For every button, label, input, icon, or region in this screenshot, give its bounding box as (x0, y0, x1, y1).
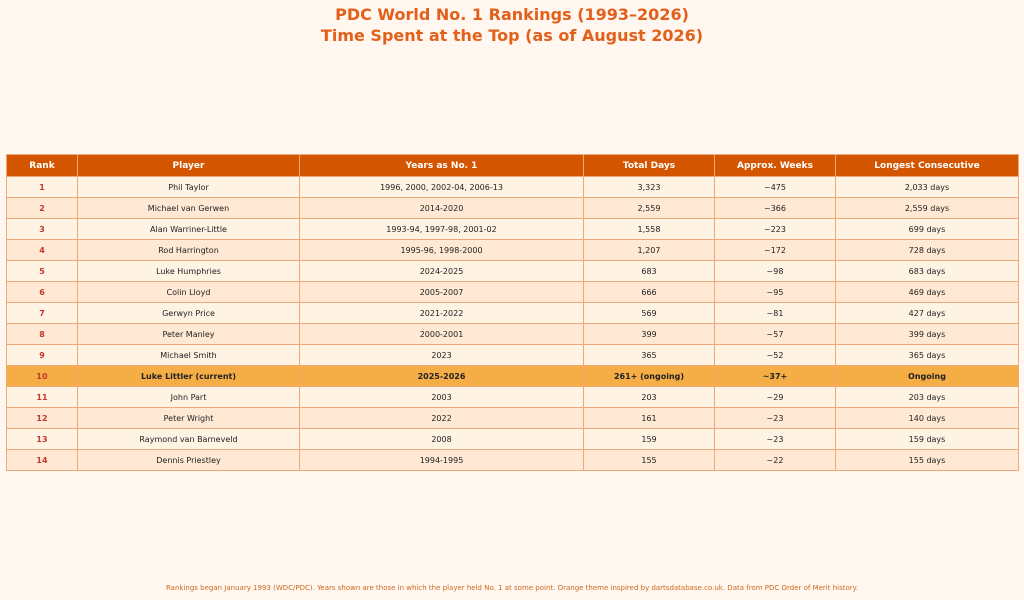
longest-cell: 365 days (836, 345, 1019, 366)
rank-cell: 7 (7, 303, 78, 324)
rank-cell: 10 (7, 366, 78, 387)
total-days-cell: 399 (584, 324, 715, 345)
longest-cell: 699 days (836, 219, 1019, 240)
years-cell: 1996, 2000, 2002-04, 2006-13 (300, 177, 584, 198)
years-cell: 2024-2025 (300, 261, 584, 282)
rank-cell: 5 (7, 261, 78, 282)
total-days-cell: 161 (584, 408, 715, 429)
total-days-cell: 261+ (ongoing) (584, 366, 715, 387)
player-cell: Michael Smith (78, 345, 300, 366)
table-row (7, 282, 1019, 303)
table-row (7, 177, 1019, 198)
table-row (7, 408, 1019, 429)
rank-cell: 1 (7, 177, 78, 198)
player-cell: Dennis Priestley (78, 450, 300, 471)
rank-header: Rank (7, 155, 78, 177)
rank-cell: 6 (7, 282, 78, 303)
player-cell: Colin Lloyd (78, 282, 300, 303)
total-days-cell: 3,323 (584, 177, 715, 198)
player-header: Player (78, 155, 300, 177)
weeks-cell: ~81 (715, 303, 836, 324)
weeks-cell: ~475 (715, 177, 836, 198)
player-cell: Raymond van Barneveld (78, 429, 300, 450)
years-cell: 1993-94, 1997-98, 2001-02 (300, 219, 584, 240)
rank-cell: 12 (7, 408, 78, 429)
weeks-cell: ~95 (715, 282, 836, 303)
weeks-cell: ~223 (715, 219, 836, 240)
years-cell: 1994-1995 (300, 450, 584, 471)
weeks-cell: ~22 (715, 450, 836, 471)
player-cell: Peter Wright (78, 408, 300, 429)
player-cell: Peter Manley (78, 324, 300, 345)
years-cell: 2005-2007 (300, 282, 584, 303)
rank-cell: 14 (7, 450, 78, 471)
longest-cell: 159 days (836, 429, 1019, 450)
footnote: Rankings began January 1993 (WDC/PDC). Years shown are those in which the player held No. 1 at some point. Orange theme inspired by dartsdatabase.co.uk. Data from PDC Order of Merit history. (165, 584, 859, 592)
page-title (0, 4, 1024, 46)
weeks-cell: ~23 (715, 429, 836, 450)
longest-cell: 469 days (836, 282, 1019, 303)
total-days-cell: 1,207 (584, 240, 715, 261)
player-cell: Luke Humphries (78, 261, 300, 282)
rank-cell: 2 (7, 198, 78, 219)
player-cell: Alan Warriner-Little (78, 219, 300, 240)
table-row (7, 366, 1019, 387)
player-cell: Gerwyn Price (78, 303, 300, 324)
rank-cell: 3 (7, 219, 78, 240)
total-days-cell: 155 (584, 450, 715, 471)
years-cell: 1995-96, 1998-2000 (300, 240, 584, 261)
rank-cell: 8 (7, 324, 78, 345)
years-cell: 2008 (300, 429, 584, 450)
table-row (7, 324, 1019, 345)
longest-cell: 683 days (836, 261, 1019, 282)
player-cell: Phil Taylor (78, 177, 300, 198)
table-row (7, 219, 1019, 240)
rank-cell: 11 (7, 387, 78, 408)
weeks-cell: ~366 (715, 198, 836, 219)
longest-cell: 427 days (836, 303, 1019, 324)
years-cell: 2003 (300, 387, 584, 408)
table-row (7, 261, 1019, 282)
years-cell: 2025-2026 (300, 366, 584, 387)
longest-cell: Ongoing (836, 366, 1019, 387)
player-cell: John Part (78, 387, 300, 408)
weeks-cell: ~98 (715, 261, 836, 282)
weeks-cell: ~52 (715, 345, 836, 366)
longest-cell: 728 days (836, 240, 1019, 261)
rankings-table (6, 154, 1019, 471)
table-row (7, 345, 1019, 366)
years-cell: 2022 (300, 408, 584, 429)
longest-cell: 399 days (836, 324, 1019, 345)
table-row (7, 198, 1019, 219)
player-cell: Rod Harrington (78, 240, 300, 261)
total-days-cell: 365 (584, 345, 715, 366)
table-header-row (7, 155, 1019, 177)
longest-cell: 203 days (836, 387, 1019, 408)
total-days-cell: 1,558 (584, 219, 715, 240)
weeks-cell: ~57 (715, 324, 836, 345)
longest-cell: 155 days (836, 450, 1019, 471)
player-cell: Luke Littler (current) (78, 366, 300, 387)
table-row (7, 450, 1019, 471)
weeks-header: Approx. Weeks (715, 155, 836, 177)
rank-cell: 9 (7, 345, 78, 366)
total-days-cell: 569 (584, 303, 715, 324)
table-row (7, 429, 1019, 450)
table-row (7, 240, 1019, 261)
player-cell: Michael van Gerwen (78, 198, 300, 219)
total-days-cell: 203 (584, 387, 715, 408)
years-cell: 2014-2020 (300, 198, 584, 219)
total-days-cell: 683 (584, 261, 715, 282)
years-header: Years as No. 1 (300, 155, 584, 177)
longest-cell: 140 days (836, 408, 1019, 429)
years-cell: 2023 (300, 345, 584, 366)
longest-cell: 2,559 days (836, 198, 1019, 219)
weeks-cell: ~23 (715, 408, 836, 429)
total-days-cell: 159 (584, 429, 715, 450)
rank-cell: 13 (7, 429, 78, 450)
table-row (7, 303, 1019, 324)
years-cell: 2021-2022 (300, 303, 584, 324)
weeks-cell: ~172 (715, 240, 836, 261)
weeks-cell: ~37+ (715, 366, 836, 387)
total-days-cell: 666 (584, 282, 715, 303)
title-line-1: PDC World No. 1 Rankings (1993–2026) (335, 5, 689, 24)
longest-header: Longest Consecutive (836, 155, 1019, 177)
longest-cell: 2,033 days (836, 177, 1019, 198)
total-days-cell: 2,559 (584, 198, 715, 219)
table-body (7, 177, 1019, 471)
table-row (7, 387, 1019, 408)
rank-cell: 4 (7, 240, 78, 261)
years-cell: 2000-2001 (300, 324, 584, 345)
title-line-2: Time Spent at the Top (as of August 2026) (320, 26, 704, 45)
total-days-header: Total Days (584, 155, 715, 177)
weeks-cell: ~29 (715, 387, 836, 408)
